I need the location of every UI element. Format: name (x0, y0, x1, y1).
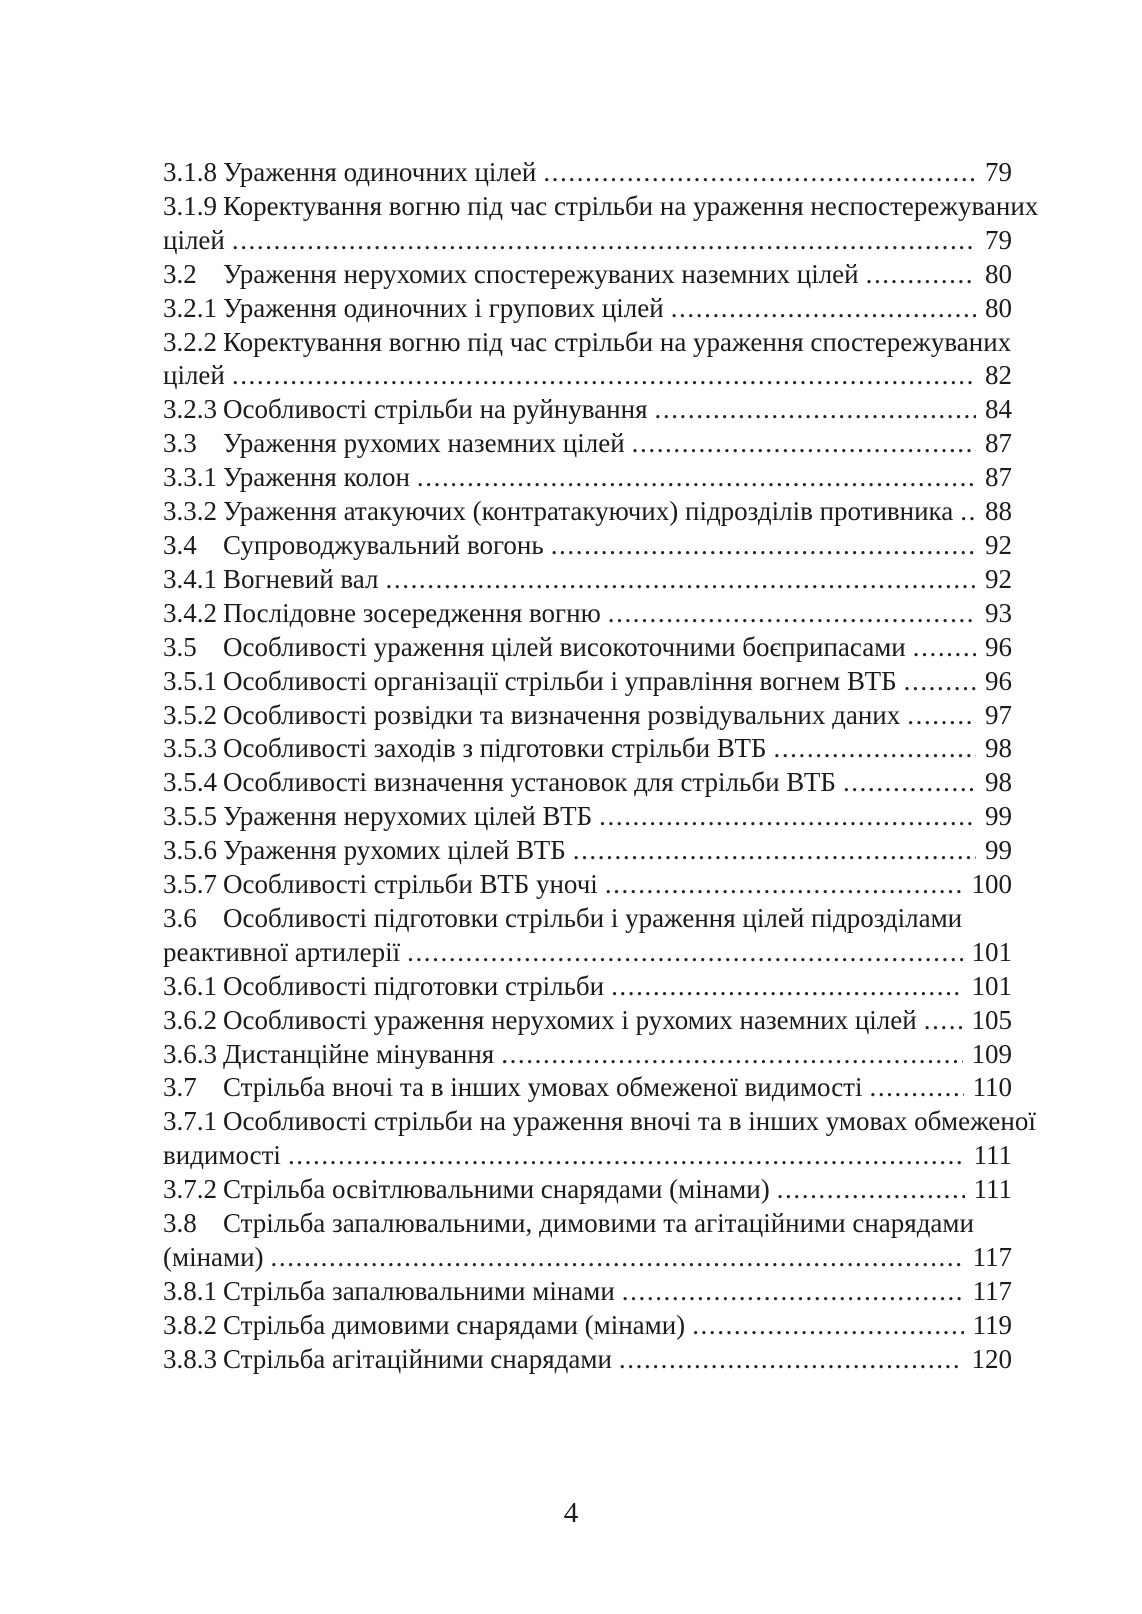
toc-entry-page: 96 (985, 665, 1012, 696)
toc-line (163, 732, 1012, 766)
toc-entry-page: 117 (972, 1275, 1012, 1306)
toc-entry-number: 3.5.3 (163, 733, 217, 764)
toc-entry-number: 3.5.4 (163, 767, 217, 798)
toc-entry-title: Особливості розвідки та визначення розвідувальних даних (223, 699, 901, 730)
toc-entry-number: 3.8 (163, 1208, 197, 1239)
toc-entry-number: 3.6.2 (163, 1004, 217, 1035)
toc-leader-dots (859, 258, 976, 292)
toc-entry-title: Особливості ураження нерухомих і рухомих наземних цілей (223, 1004, 917, 1035)
toc-leader-dots (264, 1241, 964, 1275)
toc-entry-title: Ураження нерухомих цілей ВТБ (223, 801, 593, 832)
toc-entry-page: 109 (971, 1038, 1012, 1069)
toc-entry-page: 88 (985, 496, 1012, 527)
footer-page-number: 4 (563, 1497, 579, 1529)
toc-entry-number: 3.2.2 (163, 326, 217, 357)
toc-leader-dots (544, 529, 976, 563)
toc-leader-dots (648, 393, 977, 427)
toc-line (163, 699, 1012, 733)
toc-entry-page: 96 (985, 631, 1012, 662)
toc-line (163, 1004, 1012, 1038)
toc-line (163, 495, 1012, 529)
toc-line (163, 529, 1012, 563)
toc-entry-title: Особливості підготовки стрільби і ураження цілей підрозділами (223, 902, 963, 933)
toc-entry-number: 3.6 (163, 902, 197, 933)
toc-entry-number: 3.4 (163, 529, 197, 560)
toc-line (163, 868, 1012, 902)
toc-entry-number: 3.1.8 (163, 157, 217, 187)
toc-entry-title: Особливості заходів з підготовки стрільби ВТБ (223, 733, 767, 764)
toc-entry-number: 3.5.6 (163, 835, 217, 866)
toc-entry-title: Особливості стрільби на ураження вночі та в інших умовах обмеженої (223, 1106, 1036, 1137)
toc-entry-page: 87 (985, 462, 1012, 493)
toc-entry-title: цілей (163, 360, 225, 391)
toc-entry-number: 3.3 (163, 428, 197, 459)
toc-line (163, 800, 1012, 834)
toc-entry-page: 79 (985, 224, 1012, 255)
toc-entry-title: (мінами) (163, 1242, 264, 1272)
toc-entry-title: Коректування вогню під час стрільби на ураження неспостережуваних (223, 190, 1039, 221)
toc-leader-dots (566, 834, 976, 868)
toc-leader-dots (862, 1071, 963, 1105)
toc-entry-title: Особливості організації стрільби і управління вогнем ВТБ (223, 665, 897, 696)
toc-entry-page: 92 (985, 529, 1012, 560)
toc-entry-number: 3.1.9 (163, 190, 217, 221)
toc-entry-title: Ураження нерухомих спостережуваних наземних цілей (223, 258, 859, 289)
toc-entry-title: Коректування вогню під час стрільби на ураження спостережуваних (223, 326, 1012, 357)
toc-entry-title: Дистанційне мінування (223, 1038, 495, 1069)
toc-entry-title: Особливості визначення установок для стрільби ВТБ (223, 767, 836, 798)
toc-entry-page: 92 (985, 563, 1012, 594)
toc-line (163, 427, 1012, 461)
toc-entry-title: Вогневий вал (223, 563, 379, 594)
toc-line (163, 597, 1012, 631)
toc-entry-number: 3.7.2 (163, 1174, 217, 1205)
toc-entry-title: Ураження одиночних цілей (223, 157, 537, 187)
toc-leader-dots (953, 495, 976, 529)
toc-entry-title: Особливості підготовки стрільби (223, 970, 605, 1001)
toc-leader-dots (612, 1343, 963, 1377)
toc-line (163, 1071, 1012, 1105)
toc-entry-title: Ураження рухомих цілей ВТБ (223, 835, 566, 866)
toc-leader-dots (897, 665, 976, 699)
toc-entry-page: 87 (985, 428, 1012, 459)
toc-entry-page: 105 (971, 1004, 1012, 1035)
toc-leader-dots (410, 461, 976, 495)
toc-line (163, 461, 1012, 495)
toc-line (163, 393, 1012, 427)
toc-entry-page: 80 (985, 292, 1012, 323)
toc-entry-number: 3.8.2 (163, 1309, 217, 1340)
toc-line (163, 224, 1012, 258)
toc-entry-page: 79 (985, 157, 1012, 187)
toc-entry-page: 84 (985, 394, 1012, 425)
toc-entry-title: цілей (163, 224, 225, 255)
toc-leader-dots (906, 631, 976, 665)
toc-leader-dots (598, 868, 963, 902)
toc-line (163, 359, 1012, 393)
toc-entry-page: 98 (985, 767, 1012, 798)
toc-entry-page: 111 (973, 1140, 1012, 1171)
toc-entry-title: Послідовне зосередження вогню (223, 597, 601, 628)
toc-leader-dots (379, 563, 976, 597)
toc-leader-dots (664, 292, 976, 326)
toc-entry-page: 80 (985, 258, 1012, 289)
toc-line (163, 563, 1012, 597)
toc-entry-page: 117 (972, 1242, 1012, 1272)
toc-leader-dots (225, 224, 976, 258)
toc-entry-number: 3.5.2 (163, 699, 217, 730)
toc-entry-number: 3.5.1 (163, 665, 217, 696)
toc-line (163, 292, 1012, 326)
toc-entry-number: 3.2.1 (163, 292, 217, 323)
toc-entry-page: 101 (971, 970, 1012, 1001)
toc-entry-page: 101 (971, 936, 1012, 967)
toc-leader-dots (225, 359, 976, 393)
toc-entry-number: 3.5 (163, 631, 197, 662)
toc-line (163, 1173, 1012, 1207)
toc-entry-number: 3.7 (163, 1072, 197, 1103)
toc-entry-title: Стрільба запалювальними мінами (223, 1275, 615, 1306)
toc-entry-number: 3.2.3 (163, 394, 217, 425)
toc-entry-title: реактивної артилерії (163, 936, 401, 967)
toc-entry-number: 3.8.3 (163, 1343, 217, 1374)
toc-line (163, 1105, 1036, 1139)
toc-entry-number: 3.6.1 (163, 970, 217, 1001)
toc-entry-number: 3.4.2 (163, 597, 217, 628)
toc-line (163, 834, 1012, 868)
toc-leader-dots (917, 1004, 963, 1038)
toc-line (163, 1309, 1012, 1343)
toc-line (163, 1139, 1012, 1173)
toc-line (163, 766, 1012, 800)
toc-entry-title: Ураження колон (223, 462, 410, 493)
toc-entry-page: 99 (985, 801, 1012, 832)
toc-entry-title: Стрільба освітлювальними снарядами (мінами) (223, 1174, 770, 1205)
toc-line (163, 902, 1012, 936)
toc-entry-number: 3.3.1 (163, 462, 217, 493)
toc-line (163, 326, 1012, 360)
toc-line (163, 156, 1012, 190)
toc-leader-dots (685, 1309, 963, 1343)
toc-entry-title: Особливості ураження цілей високоточними боєприпасами (223, 631, 906, 662)
toc-entry-page: 111 (973, 1174, 1012, 1205)
toc-list (163, 156, 1039, 1377)
toc-leader-dots (592, 800, 976, 834)
toc-entry-title: Стрільба агітаційними снарядами (223, 1343, 612, 1374)
toc-leader-dots (766, 732, 976, 766)
toc-leader-dots (615, 1275, 964, 1309)
toc-entry-title: Стрільба димовими снарядами (мінами) (223, 1309, 686, 1340)
toc-entry-title: Ураження одиночних і групових цілей (223, 292, 664, 323)
toc-leader-dots (601, 597, 976, 631)
toc-entry-page: 120 (971, 1343, 1012, 1374)
toc-line (163, 1241, 1012, 1275)
toc-entry-page: 99 (985, 835, 1012, 866)
toc-line (163, 665, 1012, 699)
toc-entry-number: 3.5.7 (163, 869, 217, 900)
toc-leader-dots (494, 1038, 962, 1072)
toc-leader-dots (400, 936, 962, 970)
toc-leader-dots (900, 699, 976, 733)
toc-entry-page: 110 (972, 1072, 1012, 1103)
toc-entry-page: 98 (985, 733, 1012, 764)
toc-entry-page: 93 (985, 597, 1012, 628)
toc-entry-title: Ураження рухомих наземних цілей (223, 428, 625, 459)
toc-line (163, 1207, 1012, 1241)
toc-entry-page: 119 (972, 1309, 1012, 1340)
toc-entry-title: Особливості стрільби на руйнування (223, 394, 648, 425)
toc-entry-title: Стрільба вночі та в інших умовах обмеженої видимості (223, 1072, 863, 1103)
toc-entry-title: Ураження атакуючих (контратакуючих) підрозділів противника (223, 496, 954, 527)
toc-entry-page: 82 (985, 360, 1012, 391)
toc-line (163, 936, 1012, 970)
toc-line (163, 1038, 1012, 1072)
toc-line (163, 631, 1012, 665)
toc-leader-dots (770, 1173, 965, 1207)
toc-entry-page: 97 (985, 699, 1012, 730)
toc-entry-title: Стрільба запалювальними, димовими та агітаційними снарядами (223, 1208, 974, 1239)
toc-leader-dots (281, 1139, 965, 1173)
toc-line (163, 1275, 1012, 1309)
toc-entry-number: 3.3.2 (163, 496, 217, 527)
toc-entry-title: Особливості стрільби ВТБ уночі (223, 869, 598, 900)
toc-leader-dots (536, 156, 976, 190)
toc-entry-number: 3.8.1 (163, 1275, 217, 1306)
toc-line (163, 1343, 1012, 1377)
toc-leader-dots (836, 766, 976, 800)
toc-entry-number: 3.2 (163, 258, 197, 289)
toc-leader-dots (625, 427, 976, 461)
toc-entry-number: 3.7.1 (163, 1106, 217, 1137)
toc-entry-title: Супроводжувальний вогонь (223, 529, 544, 560)
toc-entry-number: 3.4.1 (163, 563, 217, 594)
toc-leader-dots (604, 970, 962, 1004)
toc-entry-number: 3.6.3 (163, 1038, 217, 1069)
toc-entry-page: 100 (971, 869, 1012, 900)
toc-entry-number: 3.5.5 (163, 801, 217, 832)
toc-entry-title: видимості (163, 1140, 281, 1171)
toc-line (163, 970, 1012, 1004)
toc-line (163, 190, 1039, 224)
toc-line (163, 258, 1012, 292)
